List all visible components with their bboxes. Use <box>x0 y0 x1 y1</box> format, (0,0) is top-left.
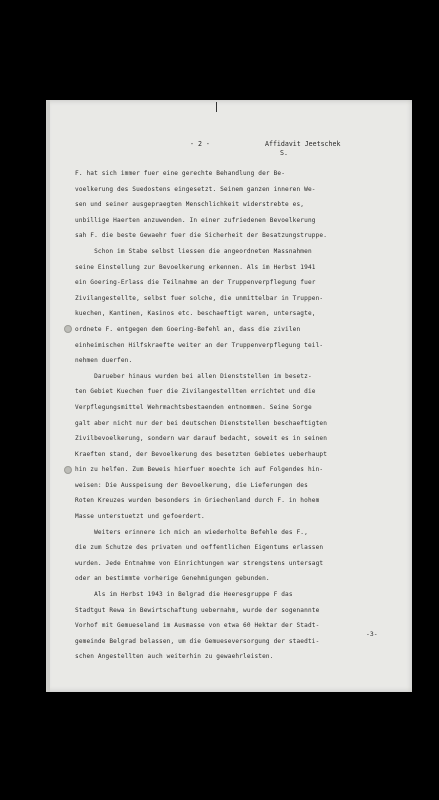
text-line: Masse unterstuetzt und gefoerdert. <box>75 513 205 521</box>
text-line: voelkerung des Suedostens eingesetzt. Seinem ganzen inneren We- <box>75 185 316 193</box>
text-line: Zivilangestellte, selbst fuer solche, die unmittelbar in Truppen- <box>75 294 324 302</box>
affidavit-title: Affidavit Jeetschek <box>265 140 341 148</box>
affidavit-heading <box>265 140 340 158</box>
text-line: wurden. Jede Entnahme von Einrichtungen war strengstens untersagt <box>75 559 324 567</box>
text-line: unbillige Haerten anzuwenden. In einer zufriedenen Bevoelkerung <box>75 216 316 224</box>
text-line: galt aber nicht nur der bei deutschen Dienststellen beschaeftigten <box>75 419 328 427</box>
punch-hole-bottom <box>64 466 72 474</box>
text-line: kuechen, Kantinen, Kasinos etc. beschaeftigt waren, untersagte, <box>75 310 316 318</box>
text-line: nehmen duerfen. <box>75 357 133 365</box>
text-line: gemeinde Belgrad belassen, um die Gemueseversorgung der staedti- <box>75 637 320 645</box>
text-line: ordnete F. entgegen dem Goering-Befehl an, dass die zivilen <box>75 325 301 333</box>
page-edge-shadow <box>46 100 50 692</box>
text-line: sen und seiner ausgepraegten Menschlichkeit widerstrebte es, <box>75 201 305 209</box>
text-line: Schon im Stabe selbst liessen die angeordneten Massnahmen <box>75 247 312 255</box>
text-line: Als im Herbst 1943 in Belgrad die Heeresgruppe F das <box>75 591 293 599</box>
continuation-marker: -3- <box>366 630 378 638</box>
text-line: schen Angestellten auch weiterhin zu gewaehrleisten. <box>75 653 274 661</box>
text-line: sah F. die beste Gewaehr fuer die Sicherheit der Besatzungstruppe. <box>75 232 328 240</box>
page-number: - 2 - <box>190 140 210 148</box>
text-line: weisen: Die Ausspeisung der Bevoelkerung, die Lieferungen des <box>75 481 308 489</box>
text-line: Stadtgut Rewa in Bewirtschaftung uebernahm, wurde der sogenannte <box>75 606 320 614</box>
text-line: oder an bestimmte vorherige Genehmigungen gebunden. <box>75 575 270 583</box>
text-line: die zum Schutze des privaten und oeffentlichen Eigentums erlassen <box>75 544 324 552</box>
punch-hole-top <box>64 325 72 333</box>
page-header <box>60 140 406 164</box>
staple-mark <box>216 102 217 112</box>
text-line: seine Einstellung zur Bevoelkerung erkennen. Als im Herbst 1941 <box>75 263 316 271</box>
text-line: einheimischen Hilfskraefte weiter an der Truppenverpflegung teil- <box>75 341 324 349</box>
affidavit-subtitle: S. <box>280 149 288 157</box>
text-line: Roten Kreuzes wurden besonders in Griechenland durch F. in hohem <box>75 497 320 505</box>
text-line: Weiters erinnere ich mich an wiederholte Befehle des F., <box>75 528 308 536</box>
text-line: Kraeften stand, der Bevoelkerung des besetzten Gebietes ueberhaupt <box>75 450 328 458</box>
text-line: hin zu helfen. Zum Beweis hierfuer moechte ich auf Folgendes hin- <box>75 466 324 474</box>
text-line: Zivilbevoelkerung, sondern war darauf bedacht, soweit es in seinen <box>75 435 328 443</box>
document-body <box>75 166 405 665</box>
text-line: F. hat sich immer fuer eine gerechte Behandlung der Be- <box>75 170 286 177</box>
text-line: Vorhof mit Gemueseland im Ausmasse von etwa 60 Hektar der Stadt- <box>75 622 320 630</box>
text-line: ein Goering-Erlass die Teilnahme an der Truppenverpflegung fuer <box>75 279 316 287</box>
text-line: Verpflegungsmittel Wehrmachtsbestaenden entnommen. Seine Sorge <box>75 403 312 411</box>
text-line: ten Gebiet Kuechen fuer die Zivilangestellten errichtet und die <box>75 388 316 396</box>
text-line: Darueber hinaus wurden bei allen Dienststellen im besetz- <box>75 372 312 380</box>
